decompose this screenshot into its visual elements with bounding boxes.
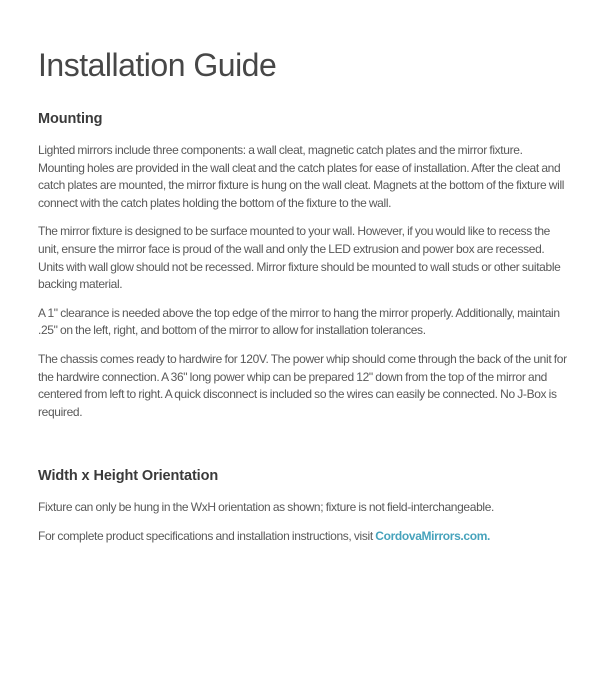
orientation-heading: Width x Height Orientation <box>38 468 219 485</box>
specs-link-prefix-text: For complete product specifications and installation instructions, visit <box>38 528 376 543</box>
section-orientation <box>38 467 570 545</box>
cordova-mirrors-link[interactable]: CordovaMirrors.com <box>375 528 488 543</box>
mounting-heading: Mounting <box>38 111 103 127</box>
mounting-paragraph-surface-mount: The mirror fixture is designed to be surface mounted to your wall. However, if you would like to recess the unit, ensure the mirror face is proud of the wall and only the LED extrusion and power box are recessed. Units with wall glow should not be recessed. Mirror fixture should be mounted to wall studs or other suitable backing material. <box>38 224 561 292</box>
page-title: Installation Guide <box>38 47 277 83</box>
specs-link-suffix-text: . <box>487 528 491 543</box>
mounting-paragraph-wiring: The chassis comes ready to hardwire for 120V. The power whip should come through the back of the unit for the hardwire connection. A 36" long power whip can be prepared 12" down from the top of the mirror and centered from left to right. A quick disconnect is included so the wires can easily be connected. No J-Box is required. <box>38 351 567 419</box>
section-mounting <box>38 110 570 421</box>
specs-link-paragraph <box>38 528 570 546</box>
mounting-paragraph-clearance: A 1" clearance is needed above the top edge of the mirror to hang the mirror properly. Additionally, maintain .25" on the left, right, and bottom of the mirror to allow for installation tolerances. <box>38 305 560 338</box>
mounting-paragraph-components: Lighted mirrors include three components: a wall cleat, magnetic catch plates and the mirror fixture. Mounting holes are provided in the wall cleat and the catch plates for ease of installation. After the cleat and catch plates are mounted, the mirror fixture is hung on the wall cleat. Magnets at the bottom of the fixture will connect with the catch plates holding the bottom of the fixture to the wall. <box>38 143 565 210</box>
orientation-paragraph: Fixture can only be hung in the WxH orientation as shown; fixture is not field-interchangeable. <box>38 500 495 515</box>
